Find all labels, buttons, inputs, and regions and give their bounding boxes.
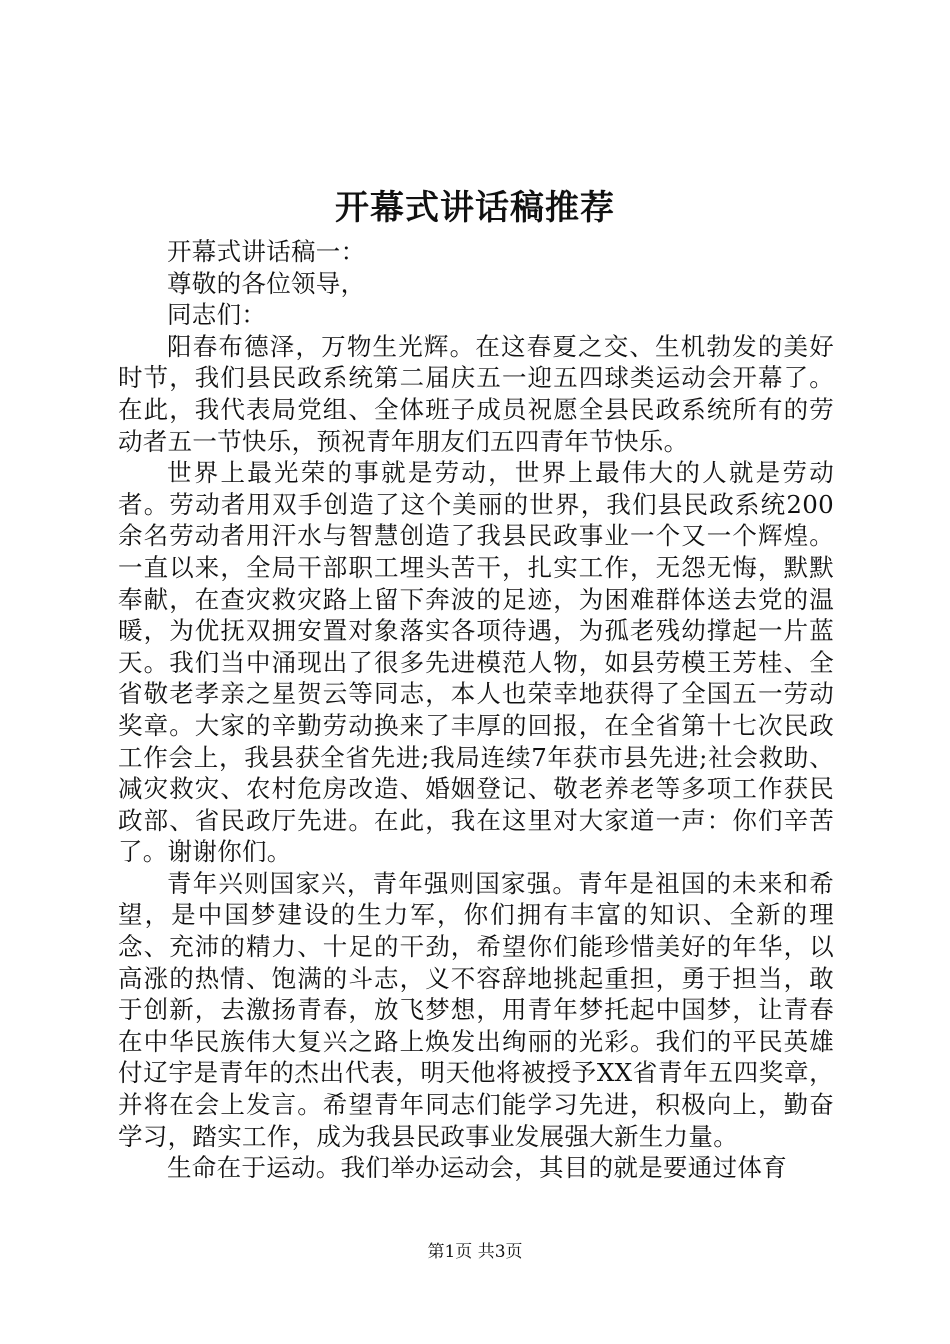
body-paragraph: 阳春布德泽，万物生光辉。在这春夏之交、生机勃发的美好时节，我们县民政系统第二届庆五一迎五四球类运动会开幕了。在此，我代表局党组、全体班子成员祝愿全县民政系统所有的劳动者五一节快乐，预祝青年朋友们五四青年节快乐。	[118, 331, 834, 456]
salutation-heading: 开幕式讲话稿一：	[167, 237, 366, 266]
body-paragraph: 生命在于运动。我们举办运动会，其目的就是要通过体育	[167, 1153, 787, 1183]
salutation-comrades: 同志们：	[167, 300, 267, 330]
document-title: 开幕式讲话稿推荐	[335, 188, 615, 228]
body-paragraph: 青年兴则国家兴，青年强则国家强。青年是祖国的未来和希望，是中国梦建设的生力军，你们拥有丰富的知识、全新的理念、充沛的精力、十足的干劲，希望你们能珍惜美好的年华，以高涨的热情、饱满的斗志，义不容辞地挑起重担，勇于担当，敢于创新，去激扬青春，放飞梦想，用青年梦托起中国梦，让青春在中华民族伟大复兴之路上焕发出绚丽的光彩。我们的平民英雄付辽宇是青年的杰出代表，明天他将被授予XX省青年五四奖章，并将在会上发言。希望青年同志们能学习先进，积极向上，勤奋学习，踏实工作，成为我县民政事业发展强大新生力量。	[118, 868, 834, 1151]
document-body	[118, 236, 834, 1184]
body-paragraph: 世界上最光荣的事就是劳动，世界上最伟大的人就是劳动者。劳动者用双手创造了这个美丽的世界，我们县民政系统200余名劳动者用汗水与智慧创造了我县民政事业一个又一个辉煌。一直以来，全局干部职工埋头苦干，扎实工作，无怨无悔，默默奉献，在查灾救灾路上留下奔波的足迹，为困难群体送去党的温暖，为优抚双拥安置对象落实各项待遇，为孤老残幼撑起一片蓝天。我们当中涌现出了很多先进模范人物，如县劳模王芳桂、全省敬老孝亲之星贺云等同志，本人也荣幸地获得了全国五一劳动奖章。大家的辛勤劳动换来了丰厚的回报，在全省第十七次民政工作会上，我县获全省先进;我局连续7年获市县先进;社会救助、减灾救灾、农村危房改造、婚姻登记、敬老养老等多项工作获民政部、省民政厅先进。在此，我在这里对大家道一声：你们辛苦了。谢谢你们。	[118, 458, 834, 867]
page-number-footer: 第1页 共3页	[427, 1242, 523, 1262]
salutation-leaders: 尊敬的各位领导，	[167, 268, 366, 298]
